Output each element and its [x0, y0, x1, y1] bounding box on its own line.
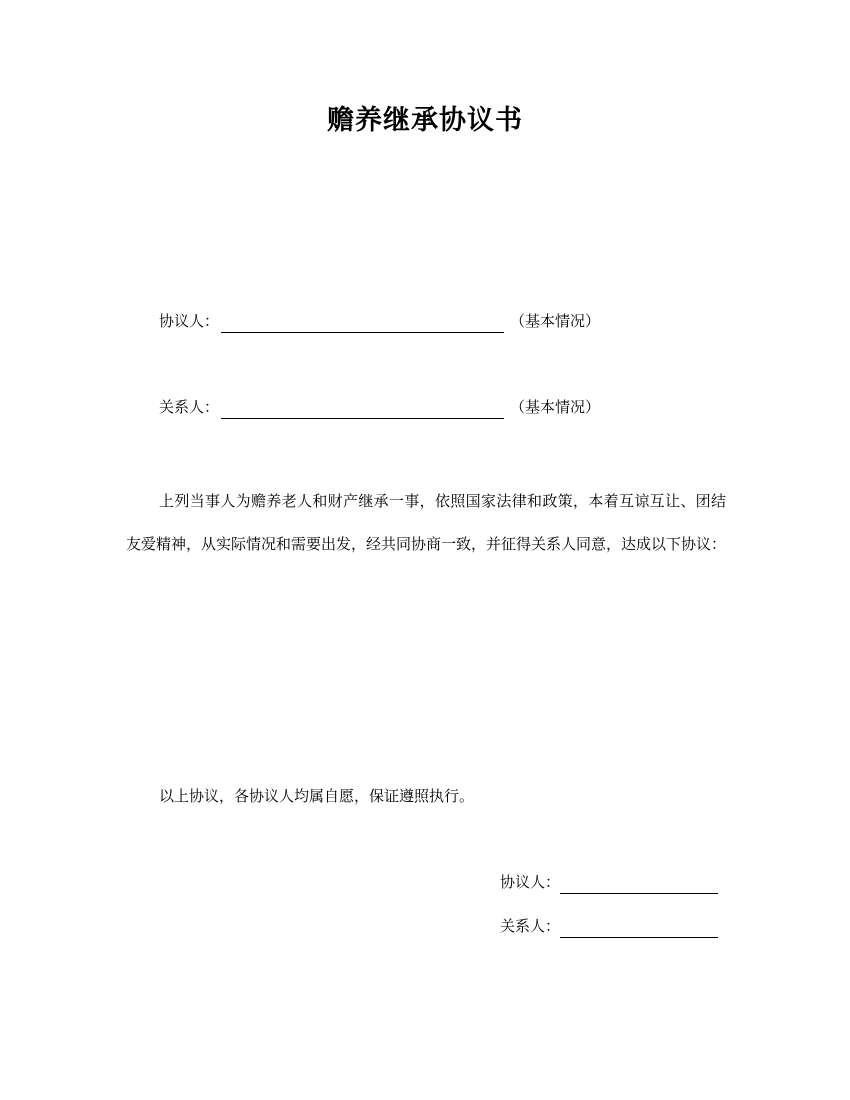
intro-paragraph: 上列当事人为赡养老人和财产继承一事，依照国家法律和政策，本着互谅互让、团结友爱精神，从实际情况和需要出发，经共同协商一致，并征得关系人同意，达成以下协议：: [126, 492, 727, 553]
party-blank-field[interactable]: [221, 312, 504, 333]
party-label: 协议人：: [159, 312, 220, 330]
related-note: （基本情况）: [510, 398, 601, 416]
related-line: [159, 395, 600, 419]
related-blank-field[interactable]: [221, 398, 504, 419]
party-note: （基本情况）: [510, 312, 601, 330]
closing-statement: 以上协议，各协议人均属自愿，保证遵照执行。: [159, 787, 475, 805]
signature-row-party: [500, 870, 718, 894]
party-line: [159, 309, 600, 333]
related-label: 关系人：: [159, 398, 220, 416]
signature-party-blank-field[interactable]: [560, 873, 718, 894]
signature-related-blank-field[interactable]: [560, 917, 718, 938]
signature-party-label: 协议人：: [500, 873, 561, 891]
signature-related-label: 关系人：: [500, 917, 561, 935]
document-title: 赡养继承协议书: [327, 105, 523, 136]
signature-row-related: [500, 914, 718, 938]
